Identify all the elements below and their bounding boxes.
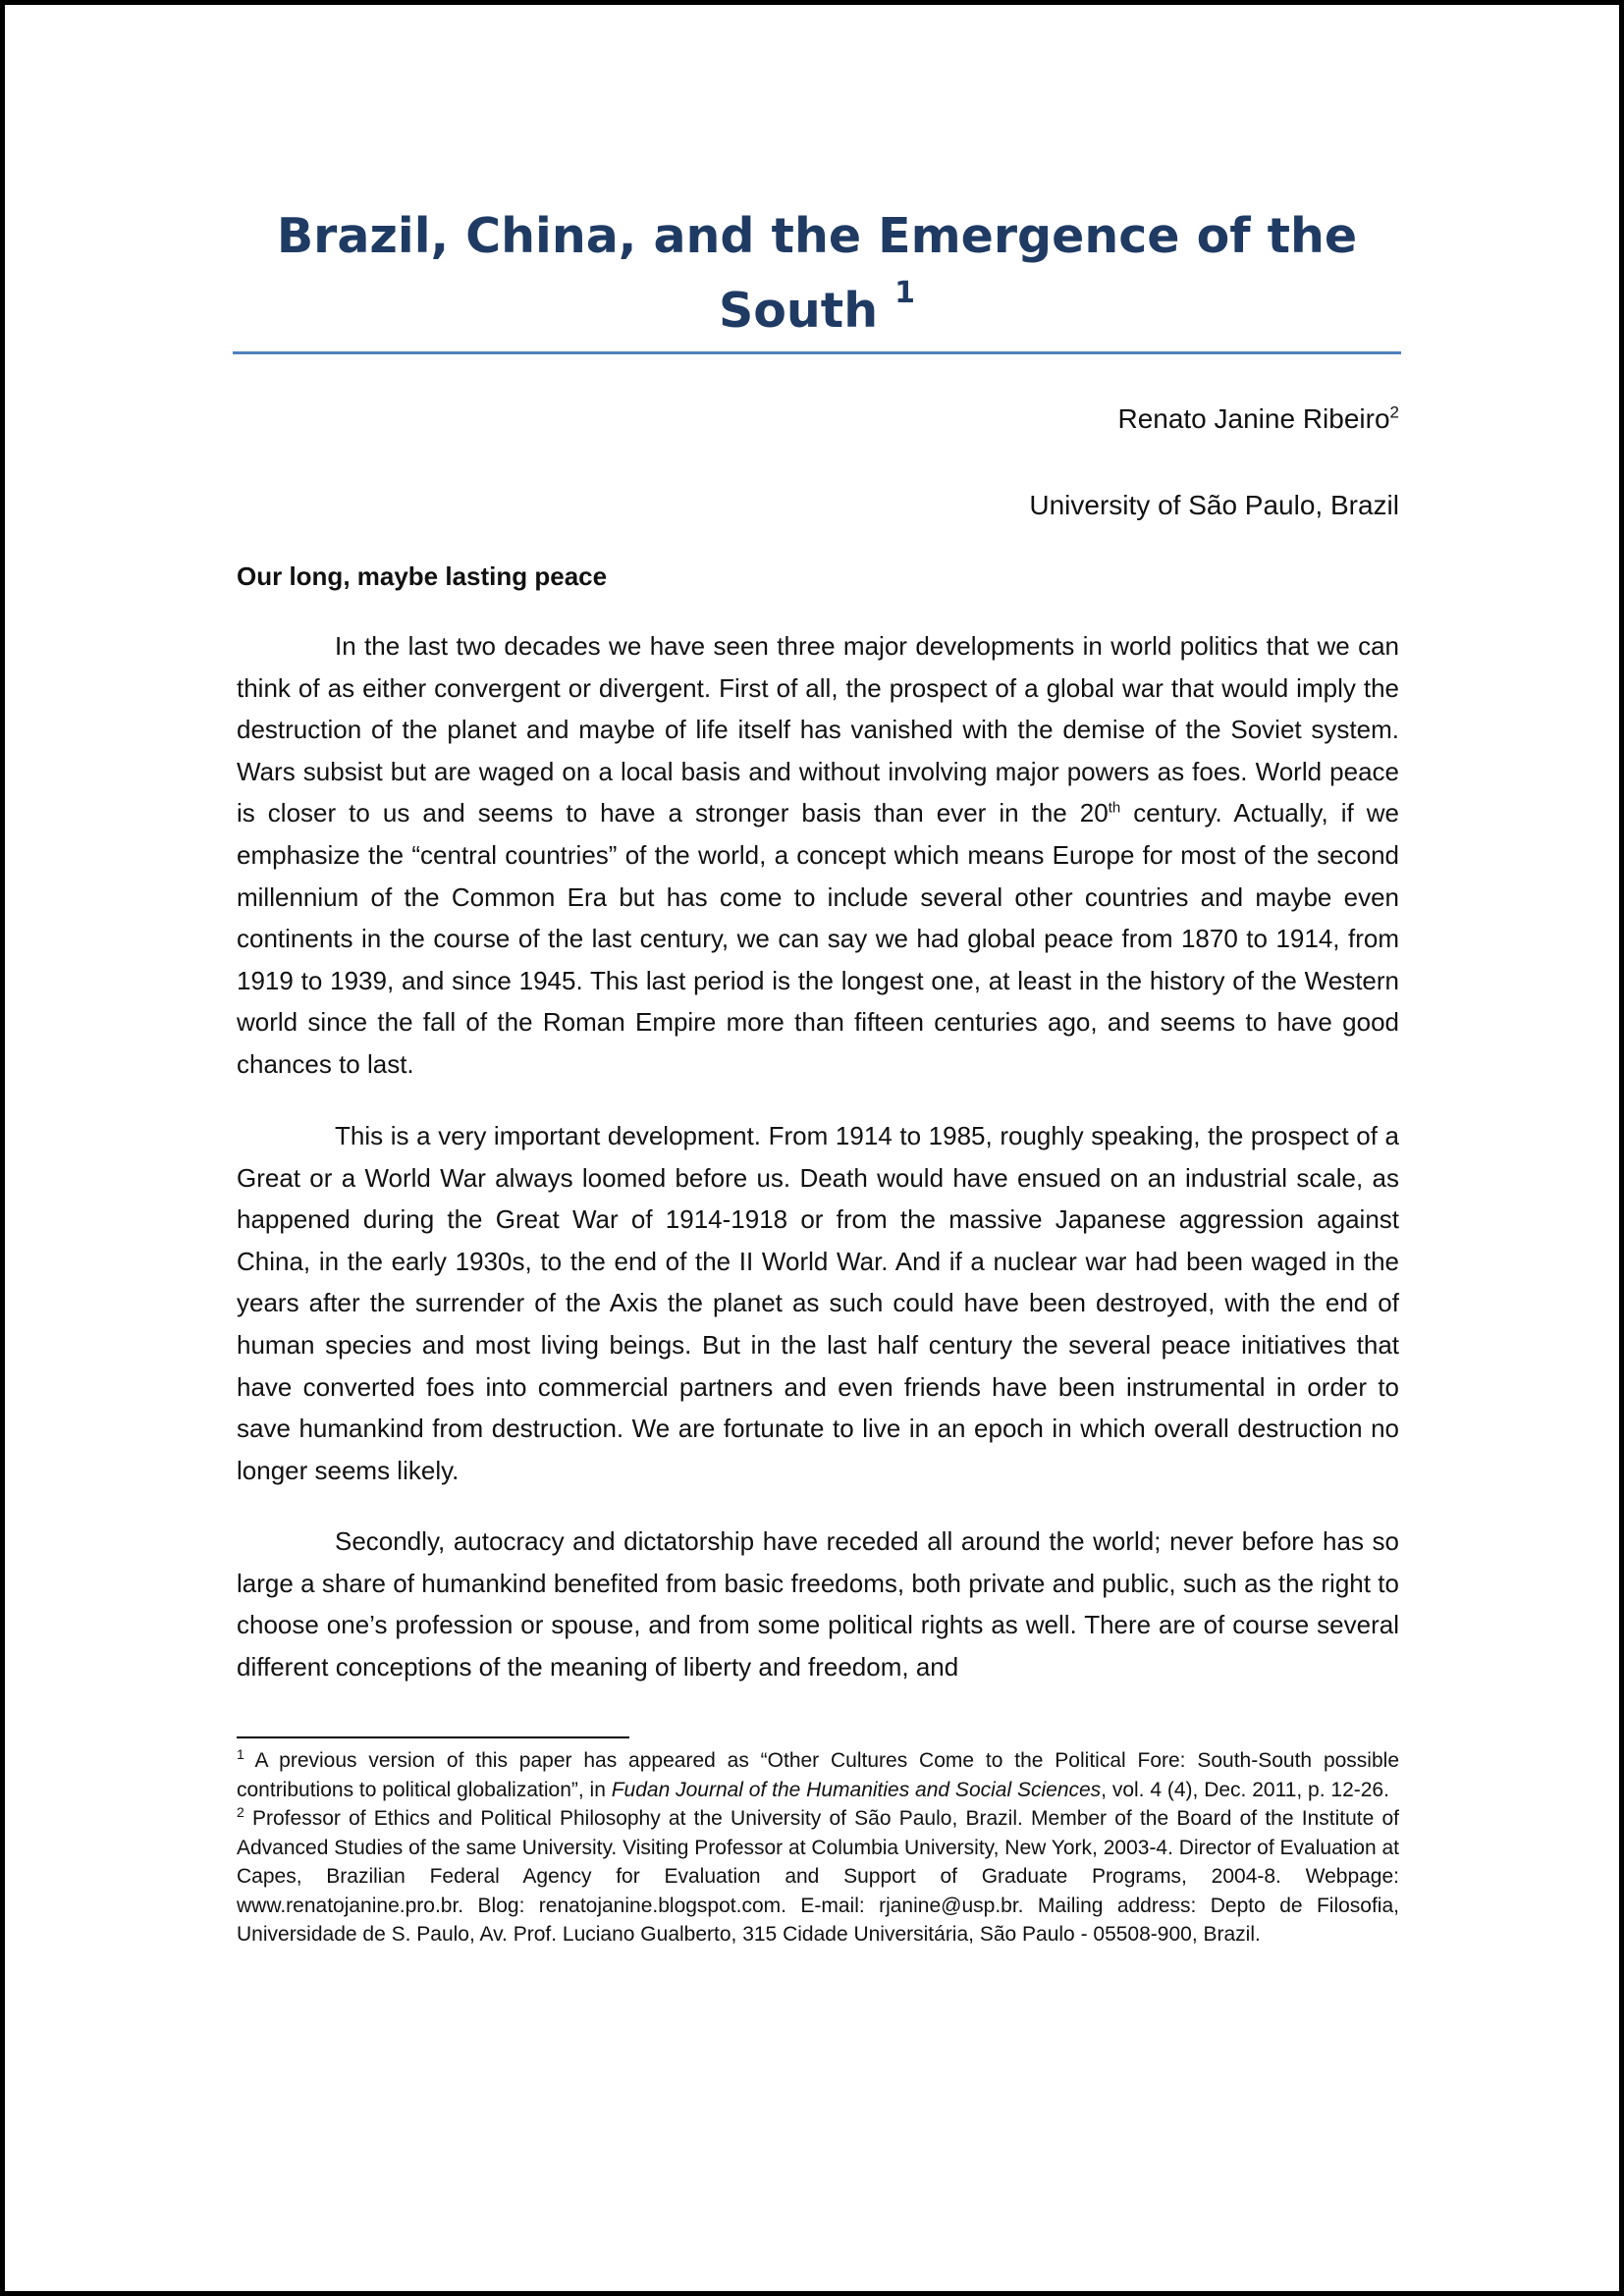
author-line	[233, 401, 1399, 437]
paper-title-text: Brazil, China, and the Emergence of the South	[276, 208, 1358, 339]
footnote-1	[237, 1746, 1399, 1804]
paragraph-1-text-b: century. Actually, if we emphasize the “central countries” of the world, a concept which means Europe for most of the second millennium of the Common Era but has come to include several other countries and maybe even continents in the course of the last century, we can say we had global peace from 1870 to 1914, from 1919 to 1939, and since 1945. This last period is the longest one, at least in the history of the Western world since the fall of the Roman Empire more than fifteen centuries ago, and seems to have good chances to last.	[237, 798, 1399, 1079]
footnotes	[237, 1746, 1399, 1949]
author-name: Renato Janine Ribeiro	[1117, 403, 1390, 434]
footnote-1-text-a: A previous version of this paper has appeared as “Other Cultures Come to the Political Fore: South-South possible contributions to political globalization”, in	[237, 1749, 1399, 1801]
body-paragraph-2: This is a very important development. From 1914 to 1985, roughly speaking, the prospect of a Great or a World War always loomed before us. Death would have ensued on an industrial scale, as happened during the Great War of 1914-1918 or from the massive Japanese aggression against China, in the early 1930s, to the end of the II World War. And if a nuclear war had been waged in the years after the surrender of the Axis the planet as such could have been destroyed, with the end of human species and most living beings. But in the last half century the several peace initiatives that have converted foes into commercial partners and even friends have been instrumental in order to save humankind from destruction. We are fortunate to live in an epoch in which overall destruction no longer seems likely.	[237, 1121, 1399, 1485]
title-underline	[233, 351, 1401, 354]
footnote-1-number: 1	[237, 1746, 244, 1762]
footnote-1-journal: Fudan Journal of the Humanities and Social Sciences	[611, 1778, 1102, 1801]
footnote-2-number: 2	[237, 1804, 244, 1820]
footnote-2	[237, 1804, 1399, 1949]
author-affiliation: University of São Paulo, Brazil	[1029, 490, 1399, 520]
footnote-separator	[237, 1736, 629, 1738]
title-footnote-ref: 1	[894, 275, 916, 310]
author-footnote-ref: 2	[1389, 402, 1399, 422]
paper-title	[233, 199, 1401, 348]
section-heading: Our long, maybe lasting peace	[237, 561, 608, 591]
paragraph-1-text-a: In the last two decades we have seen three major developments in world politics that we can think of as either convergent or divergent. First of all, the prospect of a global war that would imply the destruction of the planet and maybe of life itself has vanished with the demise of the Soviet system. Wars subsist but are waged on a local basis and without involving major powers as foes. World peace is closer to us and seems to have a stronger basis than ever in the 20	[237, 631, 1399, 828]
footnote-1-text-b: , vol. 4 (4), Dec. 2011, p. 12-26.	[1101, 1778, 1389, 1801]
body-paragraph-3: Secondly, autocracy and dictatorship have receded all around the world; never before has so large a share of humankind benefited from basic freedoms, both private and public, such as the right to choose one’s profession or spouse, and from some political rights as well. There are of course several different conceptions of the meaning of liberty and freedom, and	[237, 1526, 1399, 1682]
body-paragraph-1	[237, 625, 1399, 1086]
footnote-2-text: Professor of Ethics and Political Philosophy at the University of São Paulo, Brazil. Member of the Board of the Institute of Advanced Studies of the same University. Visiting Professor at Columbia University, New York, 2003-4. Director of Evaluation at Capes, Brazilian Federal Agency for Evaluation and Support of Graduate Programs, 2004-8. Webpage: www.renatojanine.pro.br. Blog: renatojanine.blogspot.com. E-mail: rjanine@usp.br. Mailing address: Depto de Filosofia, Universidade de S. Paulo, Av. Prof. Luciano Gualberto, 315 Cidade Universitária, São Paulo - 05508-900, Brazil.	[237, 1807, 1399, 1946]
ordinal-suffix: th	[1108, 799, 1121, 817]
